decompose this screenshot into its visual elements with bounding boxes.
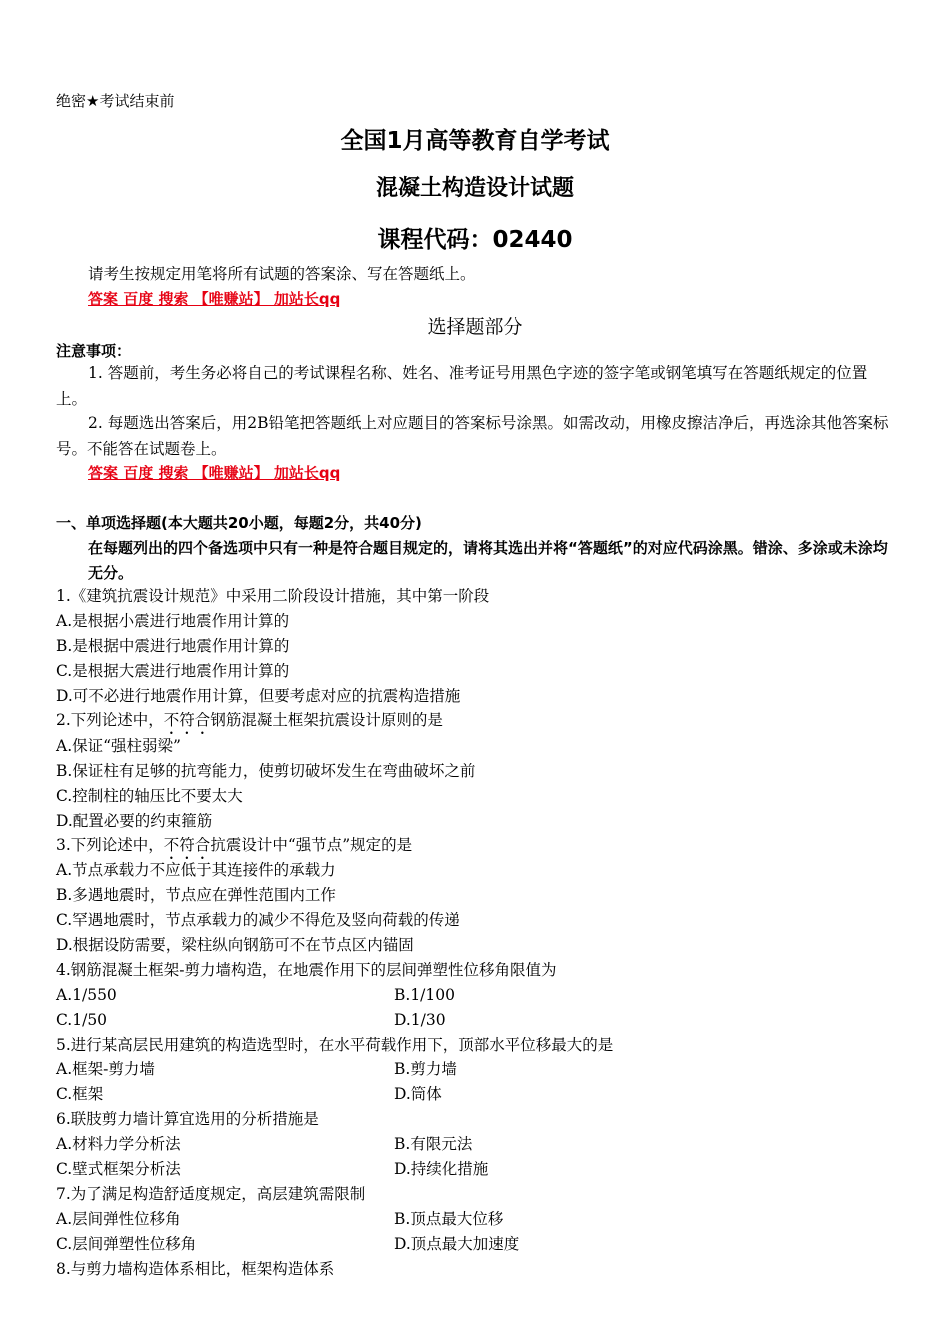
question-3-option-b: B.多遇地震时，节点应在弹性范围内工作	[56, 886, 336, 904]
question-2-stem-post: 钢筋混凝土框架抗震设计原则的是	[210, 711, 443, 729]
question-3-option-c: C.罕遇地震时，节点承载力的减少不得危及竖向荷载的传递	[56, 911, 460, 929]
confidential-label: 绝密★考试结束前	[56, 92, 175, 110]
question-5-stem: 5.进行某高层民用建筑的构造选型时，在水平荷载作用下，顶部水平位移最大的是	[56, 1036, 614, 1054]
section-heading: 一、单项选择题(本大题共20小题，每题2分，共40分)	[56, 514, 422, 532]
ad-link-2[interactable]: 答案 百度 搜索 【唯赚站】 加站长qq	[88, 464, 341, 482]
question-5-option-d: D.筒体	[394, 1085, 442, 1103]
question-5-option-a: A.框架-剪力墙	[56, 1060, 155, 1078]
question-1-option-a: A.是根据小震进行地震作用计算的	[56, 612, 290, 630]
question-3-option-d: D.根据设防需要，梁柱纵向钢筋可不在节点区内锚固	[56, 936, 414, 954]
question-6-option-a: A.材料力学分析法	[56, 1135, 181, 1153]
question-3-option-a: A.节点承载力不应低于其连接件的承载力	[56, 861, 336, 879]
question-6-option-c: C.壁式框架分析法	[56, 1160, 181, 1178]
question-1-stem: 1.《建筑抗震设计规范》中采用二阶段设计措施，其中第一阶段	[56, 587, 490, 605]
question-7-option-c: C.层间弹塑性位移角	[56, 1235, 197, 1253]
question-2-option-c: C.控制柱的轴压比不要太大	[56, 787, 243, 805]
section-instruction: 在每题列出的四个备选项中只有一种是符合题目规定的，请将其选出并将“答题纸”的对应代码涂黑。错涂、多涂或未涂均无分。	[88, 539, 888, 582]
ad-link[interactable]: 答案 百度 搜索 【唯赚站】 加站长qq	[88, 290, 341, 308]
question-6-option-b: B.有限元法	[394, 1135, 473, 1153]
question-3-stem-pre: 3.下列论述中，	[56, 836, 164, 854]
question-3-emphasis: 不符合	[163, 836, 211, 854]
question-4-option-a: A.1/550	[56, 986, 117, 1004]
question-4-option-c: C.1/50	[56, 1011, 108, 1029]
question-4-stem: 4.钢筋混凝土框架-剪力墙构造，在地震作用下的层间弹塑性位移角限值为	[56, 961, 557, 979]
question-7-option-b: B.顶点最大位移	[394, 1210, 504, 1228]
question-1-option-d: D.可不必进行地震作用计算，但要考虑对应的抗震构造措施	[56, 687, 461, 705]
question-6-option-d: D.持续化措施	[394, 1160, 489, 1178]
question-7-option-d: D.顶点最大加速度	[394, 1235, 520, 1253]
question-2-emphasis: 不符合	[163, 711, 211, 729]
note-2: 2. 每题选出答案后，用2B铅笔把答题纸上对应题目的答案标号涂黑。如需改动，用橡皮擦洁净后，再选涂其他答案标号。不能答在试题卷上。	[56, 414, 889, 458]
course-code: 课程代码：02440	[377, 227, 573, 253]
question-2-option-b: B.保证柱有足够的抗弯能力，使剪切破坏发生在弯曲破坏之前	[56, 762, 476, 780]
subject-title: 混凝土构造设计试题	[375, 176, 574, 201]
question-5-option-c: C.框架	[56, 1085, 104, 1103]
question-2-stem-pre: 2.下列论述中，	[56, 711, 164, 729]
question-4-option-b: B.1/100	[394, 986, 455, 1004]
part-title: 选择题部分	[427, 316, 523, 338]
question-2-option-a: A.保证“强柱弱梁”	[56, 737, 181, 755]
note-1: 1. 答题前，考生务必将自己的考试课程名称、姓名、准考证号用黑色字迹的签字笔或钢笔填写在答题纸规定的位置上。	[56, 364, 868, 408]
exam-title: 全国1月高等教育自学考试	[340, 128, 610, 154]
question-1-option-c: C.是根据大震进行地震作用计算的	[56, 662, 290, 680]
question-2-option-d: D.配置必要的约束箍筋	[56, 812, 213, 830]
question-7-stem: 7.为了满足构造舒适度规定，高层建筑需限制	[56, 1185, 366, 1203]
notice-label: 注意事项：	[56, 342, 132, 360]
question-5-option-b: B.剪力墙	[394, 1060, 457, 1078]
question-7-option-a: A.层间弹性位移角	[56, 1210, 181, 1228]
question-1-option-b: B.是根据中震进行地震作用计算的	[56, 637, 290, 655]
general-instruction: 请考生按规定用笔将所有试题的答案涂、写在答题纸上。	[88, 265, 476, 283]
question-4-option-d: D.1/30	[394, 1011, 446, 1029]
question-3-stem-post: 抗震设计中“强节点”规定的是	[210, 836, 413, 854]
question-8-stem: 8.与剪力墙构造体系相比，框架构造体系	[56, 1260, 335, 1278]
question-6-stem: 6.联肢剪力墙计算宜选用的分析措施是	[56, 1110, 319, 1128]
